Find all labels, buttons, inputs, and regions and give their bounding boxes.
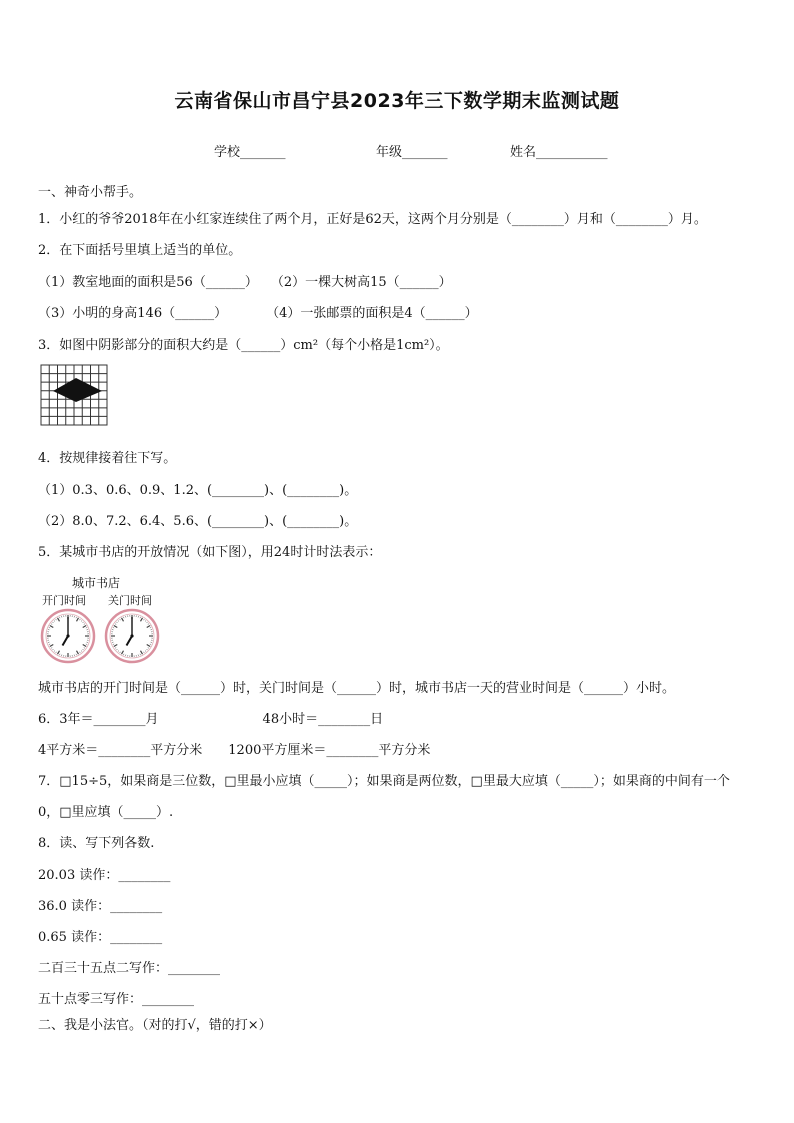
question-4-part-1: （1）0.3、0.6、0.9、1.2、(________)、(________)。: [38, 483, 358, 498]
question-5: 5．某城市书店的开放情况（如下图），用24时计时法表示：: [38, 545, 382, 560]
open-time-label: 开门时间: [42, 594, 86, 607]
question-8-item-1: 20.03 读作：________: [38, 868, 171, 883]
question-5-answer-line: 城市书店的开门时间是（______）时，关门时间是（______）时，城市书店一天的营业时间是（______）小时。: [38, 681, 676, 696]
question-1: 1．小红的爷爷2018年在小红家连续住了两个月，正好是62天，这两个月分别是（________）月和（________）月。: [38, 212, 707, 227]
question-8: 8．读、写下列各数.: [38, 836, 155, 851]
question-7: 7．□15÷5，如果商是三位数，□里最小应填（_____）；如果商是两位数，□里最大应填（_____）；如果商的中间有一个: [38, 774, 730, 789]
bookstore-caption: 城市书店: [72, 576, 121, 590]
grade-field: 年级_______: [376, 145, 448, 160]
page-title: 云南省保山市昌宁县2023年三下数学期末监测试题: [174, 90, 620, 112]
question-8-item-2: 36.0 读作：________: [38, 899, 163, 914]
shaded-rhombus: [53, 378, 102, 402]
section-2-heading: 二、我是小法官。（对的打√，错的打×）: [38, 1018, 272, 1033]
question-6-line-1: 6．3年＝________月 48小时＝________日: [38, 712, 384, 727]
name-field: 姓名___________: [510, 145, 608, 160]
question-8-item-5: 五十点零三写作：________: [38, 992, 195, 1007]
question-4: 4．按规律接着往下写。: [38, 451, 177, 466]
school-field: 学校_______: [214, 145, 286, 160]
shaded-grid-figure: [40, 364, 110, 427]
question-7-continued: 0，□里应填（_____）.: [38, 805, 174, 820]
close-time-clock: [104, 608, 160, 664]
question-4-part-2: （2）8.0、7.2、6.4、5.6、(________)、(________)。: [38, 514, 358, 529]
question-6-line-2: 4平方米＝________平方分米 1200平方厘米＝________平方分米: [38, 743, 431, 758]
close-time-label: 关门时间: [108, 594, 152, 607]
section-1-heading: 一、神奇小帮手。: [38, 185, 143, 200]
question-8-item-4: 二百三十五点二写作：________: [38, 961, 221, 976]
open-time-clock: [40, 608, 96, 664]
question-2: 2．在下面括号里填上适当的单位。: [38, 243, 242, 258]
question-2-part-3-4: （3）小明的身高146（______） （4）一张邮票的面积是4（______）: [38, 306, 478, 321]
question-3: 3．如图中阴影部分的面积大约是（______）cm²（每个小格是1cm²）。: [38, 338, 449, 353]
question-8-item-3: 0.65 读作：________: [38, 930, 163, 945]
question-2-part-1-2: （1）教室地面的面积是56（______） （2）一棵大树高15（______）: [38, 275, 452, 290]
